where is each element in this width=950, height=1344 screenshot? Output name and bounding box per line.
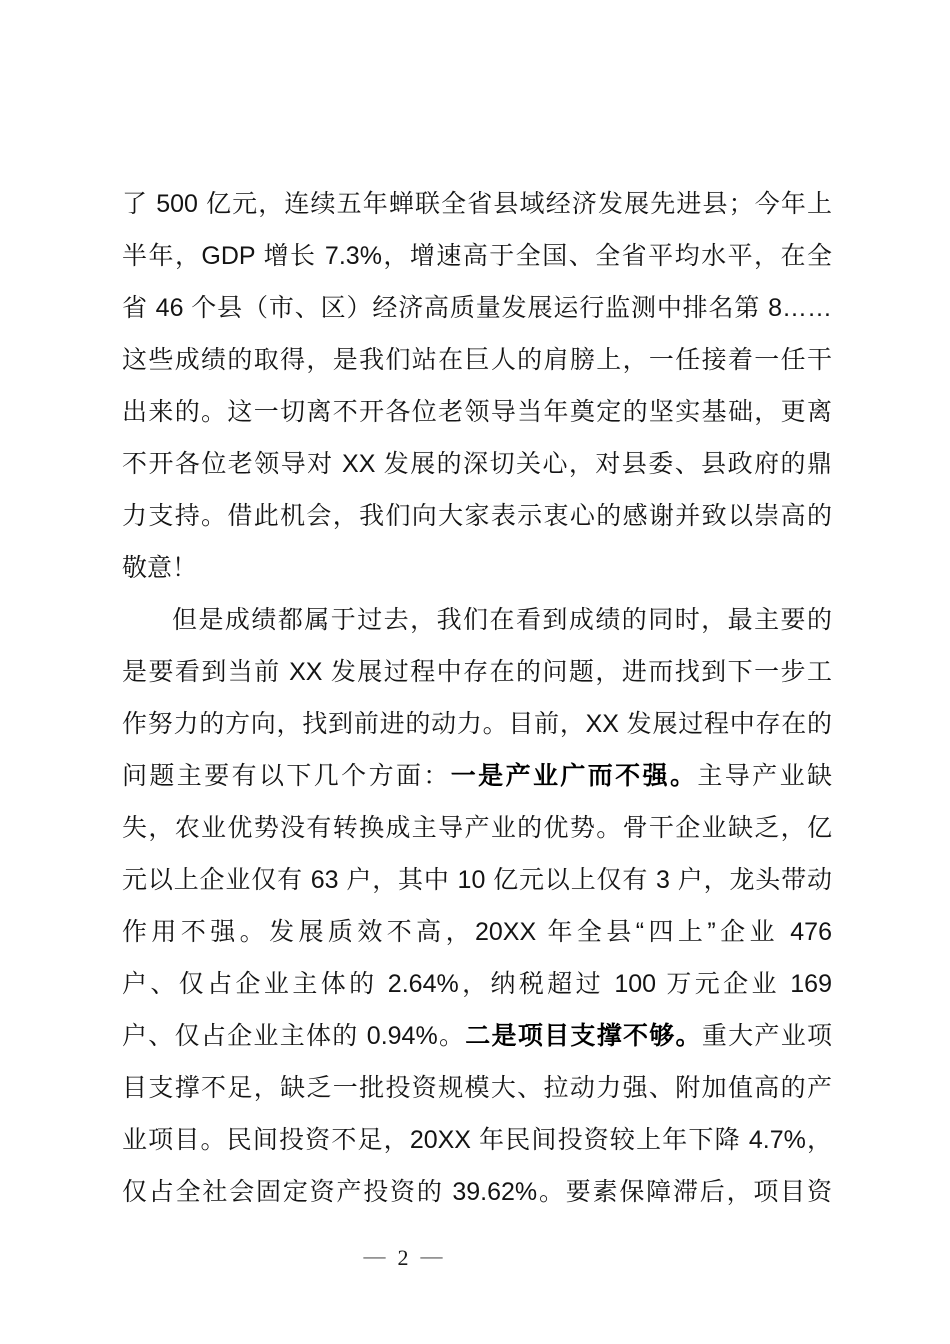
text-line [122,594,832,646]
text-line [122,854,832,906]
body-text: 失，农业优势没有转换成主导产业的优势。骨干企业缺乏，亿 [122,814,832,842]
body-text: 出来的。这一切离不开各位老领导当年奠定的坚实基础，更离 [122,398,832,426]
text-line [122,438,832,490]
text-line [122,490,832,542]
text-line [122,1166,832,1218]
page-number-dash-left: — [363,1243,386,1268]
body-text: 户、仅占企业主体的 0.94%。 [122,1022,466,1050]
text-line [122,958,832,1010]
body-text: 半年，GDP 增长 7.3%，增速高于全国、全省平均水平，在全 [122,242,832,270]
text-line [122,334,832,386]
text-line [122,386,832,438]
text-line [122,646,832,698]
body-text: 是要看到当前 XX 发展过程中存在的问题，进而找到下一步工 [122,658,832,686]
body-text: 业项目。民间投资不足，20XX 年民间投资较上年下降 4.7%， [122,1126,832,1154]
body-text: 但是成绩都属于过去，我们在看到成绩的同时，最主要的 [172,606,832,634]
text-line [122,698,832,750]
body-text: 问题主要有以下几个方面： [122,762,451,790]
page-number [363,1243,443,1270]
text-line [122,802,832,854]
text-line [122,1010,832,1062]
body-text: 力支持。借此机会，我们向大家表示衷心的感谢并致以崇高的 [122,502,832,530]
page-number-dash-right: — [420,1243,443,1268]
page-number-value: 2 [397,1245,409,1270]
text-line [122,542,832,594]
text-line [122,282,832,334]
body-text: 元以上企业仅有 63 户，其中 10 亿元以上仅有 3 户，龙头带动 [122,866,832,894]
text-line [122,230,832,282]
text-line [122,750,832,802]
text-line [122,178,832,230]
text-line [122,1114,832,1166]
body-text: 重大产业项 [701,1022,832,1050]
body-text: 主导产业缺 [697,762,832,790]
body-text: 户、仅占企业主体的 2.64%，纳税超过 100 万元企业 169 [122,970,832,998]
body-text: 仅占全社会固定资产投资的 39.62%。要素保障滞后，项目资 [122,1178,832,1206]
body-text: 省 46 个县（市、区）经济高质量发展运行监测中排名第 8…… [122,294,832,322]
body-text: 敬意！ [122,554,198,582]
body-text: 作用不强。发展质效不高，20XX 年全县“四上”企业 476 [122,918,832,946]
body-text: 目支撑不足，缺乏一批投资规模大、拉动力强、附加值高的产 [122,1074,832,1102]
document-body [122,178,832,1218]
body-text: 作努力的方向，找到前进的动力。目前，XX 发展过程中存在的 [122,710,832,738]
emphasis-text: 一是产业广而不强。 [450,762,698,790]
body-text: 这些成绩的取得，是我们站在巨人的肩膀上，一任接着一任干 [122,346,832,374]
text-line [122,906,832,958]
body-text: 不开各位老领导对 XX 发展的深切关心，对县委、县政府的鼎 [122,450,832,478]
text-line [122,1062,832,1114]
body-text: 了 500 亿元，连续五年蝉联全省县域经济发展先进县；今年上 [122,190,832,218]
emphasis-text: 二是项目支撑不够。 [465,1022,702,1050]
